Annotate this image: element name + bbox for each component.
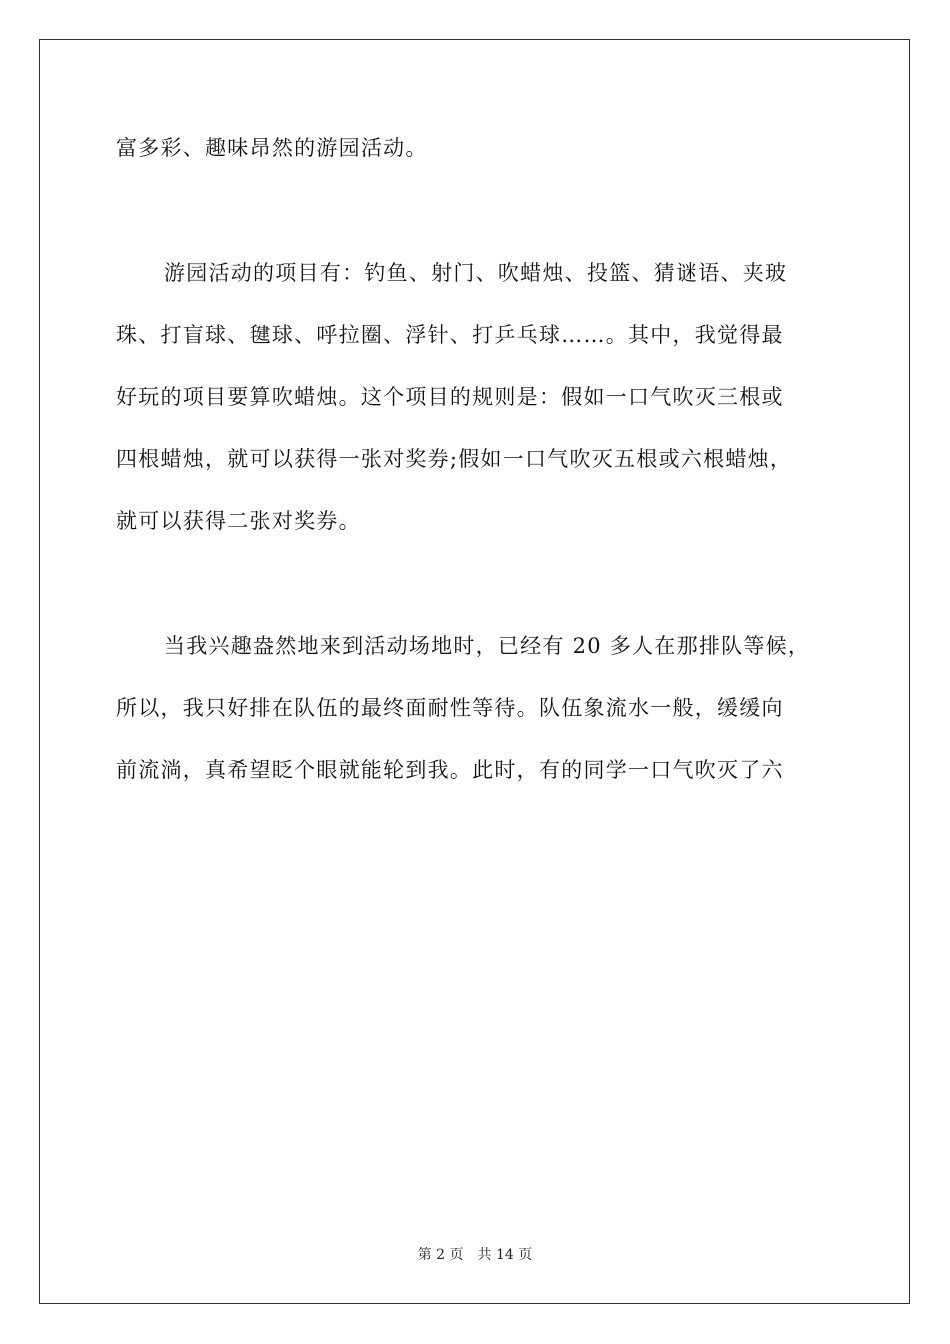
- text-line: 前流淌，真希望眨个眼就能轮到我。此时，有的同学一口气吹灭了六: [116, 758, 784, 782]
- text-line: 所以，我只好排在队伍的最终面耐性等待。队伍象流水一般，缓缓向: [116, 696, 784, 720]
- text-line: 四根蜡烛，就可以获得一张对奖券;假如一口气吹灭五根或六根蜡烛，: [116, 447, 793, 471]
- text-line: 当我兴趣盎然地来到活动场地时，已经有 20 多人在那排队等候，: [164, 634, 811, 658]
- page-total: 共 14 页: [477, 1247, 533, 1263]
- page-number: 第 2 页: [417, 1247, 464, 1263]
- page-footer: [0, 1246, 950, 1264]
- text-line: 好玩的项目要算吹蜡烛。这个项目的规则是：假如一口气吹灭三根或: [116, 385, 784, 409]
- text-line: 游园活动的项目有：钓鱼、射门、吹蜡烛、投篮、猜谜语、夹玻: [164, 261, 788, 285]
- text-line: 就可以获得二张对奖券。: [116, 509, 361, 533]
- document-body: [116, 117, 840, 801]
- text-line: 富多彩、趣味昂然的游园活动。: [116, 136, 428, 160]
- text-line: 珠、打盲球、毽球、呼拉圈、浮针、打乒乓球……。其中，我觉得最: [116, 323, 784, 347]
